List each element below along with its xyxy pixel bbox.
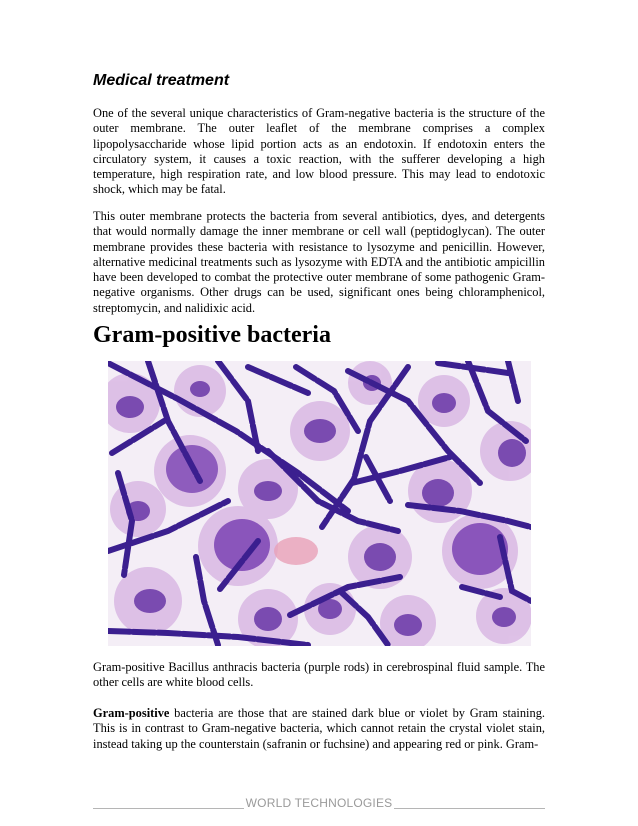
footer-rule-left bbox=[93, 798, 244, 809]
footer-text: WORLD TECHNOLOGIES bbox=[245, 796, 393, 810]
paragraph-gram-positive bbox=[93, 706, 545, 752]
bacillus-micrograph-image bbox=[108, 361, 531, 646]
term-gram-positive: Gram-positive bbox=[93, 706, 170, 720]
micrograph-figure bbox=[108, 361, 531, 646]
figure-caption: Gram-positive Bacillus anthracis bacteria (purple rods) in cerebrospinal fluid sample. The other cells are white blood cells. bbox=[93, 660, 545, 690]
section-subheading: Medical treatment bbox=[93, 72, 230, 89]
paragraph-endotoxin: One of the several unique characteristics of Gram-negative bacteria is the structure of the outer membrane. The outer leaflet of the membrane comprises a complex lipopolysaccharide whose lipid portion acts as an endotoxin. If endotoxin enters the circulatory system, it causes a toxic reaction, with the sufferer developing a high temperature, high respiration rate, and low blood pressure. This may lead to endotoxic shock, which may be fatal. bbox=[93, 106, 545, 197]
paragraph-outer-membrane: This outer membrane protects the bacteria from several antibiotics, dyes, and detergents that would normally damage the inner membrane or cell wall (peptidoglycan). The outer membrane provides these bacteria with resistance to lysozyme and penicillin. However, alternative medicinal treatments such as lysozyme with EDTA and the antibiotic ampicillin have been developed to combat the protective outer membrane of some pathogenic Gram-negative organisms. Other drugs can be used, significant ones being chloramphenicol, streptomycin, and nalidixic acid. bbox=[93, 209, 545, 315]
footer-rule-right bbox=[394, 798, 545, 809]
paragraph-gram-positive-body: bacteria are those that are stained dark blue or violet by Gram staining. This is in contrast to Gram-negative bacteria, which cannot retain the crystal violet stain, instead taking up the counterstain (safranin or fuchsine) and appearing red or pink. Gram- bbox=[93, 706, 545, 751]
page-footer bbox=[93, 796, 545, 810]
section-heading: Gram-positive bacteria bbox=[93, 322, 331, 348]
